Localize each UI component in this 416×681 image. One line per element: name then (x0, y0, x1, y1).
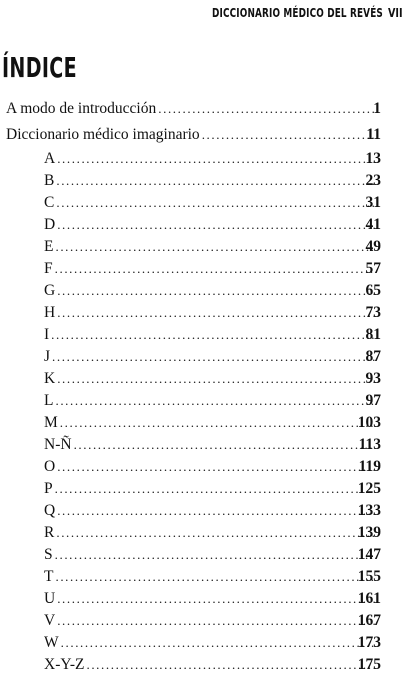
dot-leader (158, 96, 375, 122)
dot-leader (57, 588, 375, 610)
toc-entry (0, 654, 416, 676)
dot-leader (61, 632, 375, 654)
toc-entry (0, 456, 416, 478)
dot-leader (57, 214, 375, 236)
toc-entry (0, 170, 416, 192)
toc-entry-title-group (44, 632, 375, 654)
toc-entry (0, 412, 416, 434)
toc-entry-page: 161 (357, 590, 381, 607)
toc-entry (0, 478, 416, 500)
toc-entry-title-group (44, 324, 375, 346)
toc-entry (0, 122, 416, 148)
toc-entry-title-group (44, 456, 375, 478)
toc-entry (0, 302, 416, 324)
dot-leader (60, 412, 375, 434)
toc-entry-title-group (44, 280, 375, 302)
toc-entry (0, 96, 416, 122)
toc-entry-page: 81 (365, 326, 381, 343)
toc-entry (0, 148, 416, 170)
toc-entry-title: M (44, 414, 58, 431)
table-of-contents (0, 96, 416, 676)
toc-entry-title: S (44, 546, 53, 563)
dot-leader (55, 544, 375, 566)
toc-entry-page: 11 (366, 126, 381, 143)
dot-leader (55, 478, 375, 500)
toc-entry-page: 133 (357, 502, 381, 519)
toc-entry-page: 113 (358, 436, 381, 453)
toc-entry-title-group (44, 654, 375, 676)
toc-entry-page: 41 (365, 216, 381, 233)
toc-entry-page: 155 (357, 568, 381, 585)
dot-leader (57, 610, 375, 632)
toc-entry-title: X-Y-Z (44, 656, 85, 673)
toc-entry (0, 192, 416, 214)
toc-entry-title-group (44, 610, 375, 632)
toc-entry-page: 73 (365, 304, 381, 321)
toc-entry-title: P (44, 480, 53, 497)
toc-entry-title: B (44, 172, 55, 189)
toc-entry-title: A (44, 150, 56, 167)
toc-entry-title: J (44, 348, 51, 365)
toc-entry (0, 258, 416, 280)
running-title: DICCIONARIO MÉDICO DEL REVÉS (212, 6, 383, 20)
dot-leader (52, 346, 375, 368)
dot-leader (57, 148, 375, 170)
toc-entry-page: 23 (365, 172, 381, 189)
toc-entry (0, 588, 416, 610)
toc-entry-title-group (44, 478, 375, 500)
toc-entry (0, 566, 416, 588)
toc-entry (0, 236, 416, 258)
toc-entry-page: 13 (365, 150, 381, 167)
toc-entry-title: Q (44, 502, 56, 519)
toc-entry (0, 544, 416, 566)
toc-entry (0, 324, 416, 346)
toc-entry-title: L (44, 392, 54, 409)
dot-leader (55, 236, 375, 258)
toc-entry-title: K (44, 370, 56, 387)
toc-entry-title-group (6, 122, 375, 148)
toc-entry (0, 610, 416, 632)
dot-leader (55, 566, 375, 588)
toc-entry-title: U (44, 590, 56, 607)
toc-entry-title-group (44, 368, 375, 390)
toc-entry-title-group (44, 390, 375, 412)
toc-entry (0, 280, 416, 302)
toc-entry (0, 500, 416, 522)
toc-entry-page: 49 (365, 238, 381, 255)
dot-leader (57, 456, 375, 478)
toc-entry-title-group (44, 346, 375, 368)
dot-leader (55, 258, 375, 280)
toc-entry-page: 1 (373, 100, 381, 117)
toc-entry-page: 57 (365, 260, 381, 277)
toc-entry-page: 167 (357, 612, 381, 629)
toc-entry (0, 368, 416, 390)
toc-entry-title-group (44, 544, 375, 566)
toc-entry-page: 65 (365, 282, 381, 299)
toc-entry-title-group (44, 236, 375, 258)
dot-leader (57, 302, 375, 324)
toc-entry-title-group (44, 148, 375, 170)
toc-entry-title: G (44, 282, 56, 299)
dot-leader (57, 500, 375, 522)
toc-entry (0, 434, 416, 456)
toc-entry-title: A modo de introducción (6, 100, 157, 117)
toc-entry (0, 632, 416, 654)
running-head (0, 4, 416, 26)
dot-leader (57, 368, 375, 390)
toc-entry (0, 346, 416, 368)
dot-leader (202, 122, 375, 148)
toc-entry (0, 390, 416, 412)
toc-entry-title-group (44, 170, 375, 192)
toc-entry-title-group (44, 302, 375, 324)
toc-entry-title-group (44, 192, 375, 214)
toc-entry-title-group (44, 522, 375, 544)
page-number: VII (388, 6, 403, 20)
toc-entry-title-group (44, 258, 375, 280)
toc-entry-title: E (44, 238, 54, 255)
toc-entry-title: N-Ñ (44, 436, 72, 453)
toc-entry-title-group (44, 500, 375, 522)
toc-entry-page: 87 (365, 348, 381, 365)
page-title: ÍNDICE (2, 51, 77, 84)
toc-entry-page: 139 (357, 524, 381, 541)
dot-leader (56, 170, 375, 192)
toc-entry-title: Diccionario médico imaginario (6, 126, 200, 143)
toc-entry-page: 175 (357, 656, 381, 673)
toc-entry-title: W (44, 634, 59, 651)
toc-entry-title: I (44, 326, 50, 343)
toc-entry-title: T (44, 568, 54, 585)
toc-entry-page: 119 (358, 458, 381, 475)
toc-entry (0, 522, 416, 544)
dot-leader (86, 654, 375, 676)
toc-entry-title-group (44, 588, 375, 610)
toc-entry-title-group (44, 566, 375, 588)
toc-entry-page: 147 (357, 546, 381, 563)
dot-leader (56, 192, 375, 214)
toc-entry-page: 125 (357, 480, 381, 497)
toc-entry-title-group (44, 412, 375, 434)
toc-entry-page: 31 (365, 194, 381, 211)
dot-leader (56, 522, 375, 544)
toc-entry-title-group (6, 96, 375, 122)
toc-entry-title: D (44, 216, 56, 233)
toc-entry-title: R (44, 524, 55, 541)
dot-leader (55, 390, 375, 412)
toc-entry-title-group (44, 434, 375, 456)
toc-entry-title-group (44, 214, 375, 236)
dot-leader (57, 280, 375, 302)
toc-entry-page: 103 (357, 414, 381, 431)
toc-entry-page: 97 (365, 392, 381, 409)
dot-leader (51, 324, 375, 346)
toc-entry-page: 173 (357, 634, 381, 651)
toc-entry-title: C (44, 194, 55, 211)
toc-entry-title: V (44, 612, 56, 629)
toc-entry-title: F (44, 260, 53, 277)
toc-entry-title: O (44, 458, 56, 475)
dot-leader (74, 434, 375, 456)
toc-entry (0, 214, 416, 236)
toc-entry-title: H (44, 304, 56, 321)
toc-entry-page: 93 (365, 370, 381, 387)
